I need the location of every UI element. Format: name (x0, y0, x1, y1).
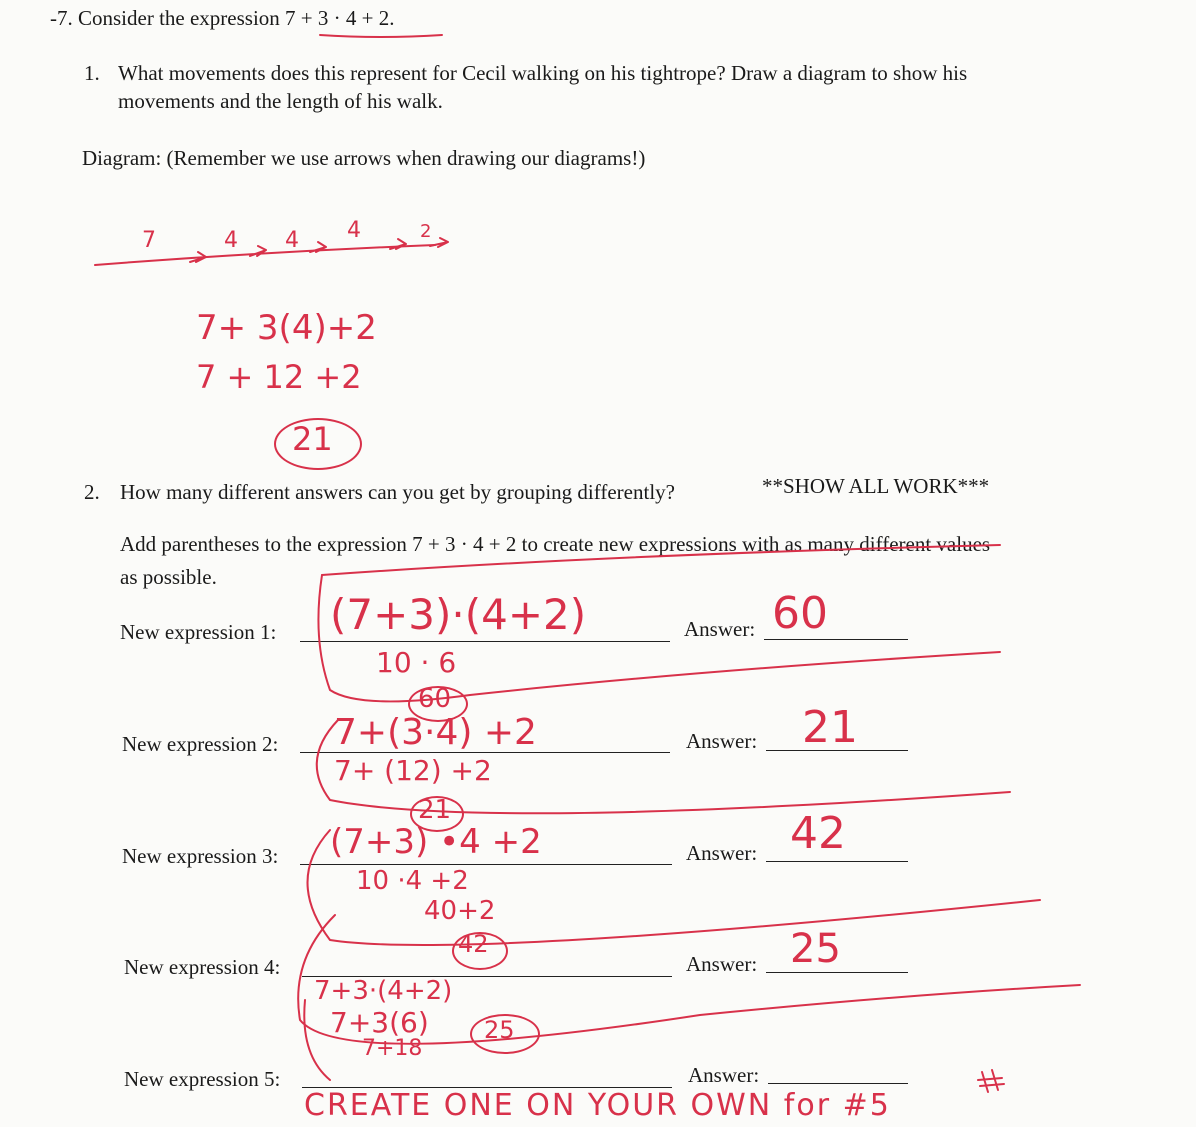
expr4-expression[interactable]: 7+3·(4+2) (314, 976, 453, 1006)
diagram-arrow-5 (430, 238, 448, 247)
diagram-arrow-1 (190, 252, 206, 262)
expr4-work1: 7+3(6) (330, 1006, 429, 1039)
q2-instruction-line1: Add parentheses to the expression 7 + 3 · 4 + 2 to create new expressions with as many different values (120, 532, 991, 556)
header-underline (320, 35, 442, 37)
expr1-line (300, 641, 670, 642)
q1-number: 1. (84, 61, 100, 85)
answer4-value[interactable]: 25 (790, 926, 841, 972)
expr3-result: 42 (458, 930, 489, 958)
diagram-arrow-4 (390, 239, 406, 249)
answer2-value[interactable]: 21 (802, 702, 858, 753)
diagram-label-2: 2 (420, 221, 432, 242)
diagram-label: Diagram: (Remember we use arrows when drawing our diagrams!) (82, 146, 646, 170)
q1-work-line1: 7+ 3(4)+2 (196, 308, 377, 348)
q1-text-line2: movements and the length of his walk. (118, 89, 443, 113)
expr3-work2: 40+2 (424, 896, 496, 926)
expr4-arc (304, 1000, 330, 1080)
diagram-label-4b: 4 (285, 228, 299, 253)
diagram-label-4a: 4 (224, 228, 238, 253)
q1-result: 21 (292, 420, 333, 458)
expr2-label: New expression 2: (122, 732, 279, 756)
create-own-note: CREATE ONE ON YOUR OWN for #5 (304, 1088, 891, 1123)
answer5-label: Answer: (688, 1063, 760, 1087)
expr4-work2: 7+18 (362, 1036, 423, 1061)
answer3-line (766, 861, 908, 862)
expr3-label: New expression 3: (122, 844, 279, 868)
q1-text-line1: What movements does this represent for Cecil walking on his tightrope? Draw a diagram to show his (118, 61, 968, 85)
expr1-work: 10 · 6 (376, 646, 457, 679)
answer4-label: Answer: (686, 952, 758, 976)
expr2-result: 21 (418, 795, 452, 825)
footer-hash (978, 1070, 1004, 1092)
diagram-arrow-3 (310, 242, 326, 252)
q1-work-line2: 7 + 12 +2 (196, 358, 362, 396)
answer1-value[interactable]: 60 (772, 588, 828, 639)
expr5-label: New expression 5: (124, 1067, 281, 1091)
answer4-line (766, 972, 908, 973)
answer2-label: Answer: (686, 729, 758, 753)
answer1-line (764, 639, 908, 640)
diagram-label-7: 7 (142, 228, 156, 253)
expr4-result: 25 (484, 1016, 515, 1044)
expr3-line (300, 864, 672, 865)
expr1-result: 60 (418, 684, 452, 714)
expr3-work1: 10 ·4 +2 (356, 866, 469, 896)
answer1-label: Answer: (684, 617, 756, 641)
q2-instruction-line2: as possible. (120, 565, 217, 589)
answer3-label: Answer: (686, 841, 758, 865)
diagram-label-4c: 4 (347, 218, 361, 243)
expr2-work: 7+ (12) +2 (334, 754, 492, 787)
q2-show-work: **SHOW ALL WORK*** (762, 474, 990, 498)
q2-question: How many different answers can you get by grouping differently? (120, 480, 675, 504)
expr1-label: New expression 1: (120, 620, 277, 644)
expr2-expression[interactable]: 7+(3·4) +2 (334, 712, 537, 753)
expr3-expression[interactable]: (7+3) •4 +2 (330, 822, 542, 862)
answer5-line[interactable] (768, 1083, 908, 1084)
q2-number: 2. (84, 480, 100, 504)
expr4-label: New expression 4: (124, 955, 281, 979)
answer3-value[interactable]: 42 (790, 808, 846, 859)
problem-header: -7. Consider the expression 7 + 3 · 4 + 2. (50, 6, 395, 30)
expr1-expression[interactable]: (7+3)·(4+2) (330, 590, 587, 639)
diagram-arrow-2 (250, 246, 266, 256)
